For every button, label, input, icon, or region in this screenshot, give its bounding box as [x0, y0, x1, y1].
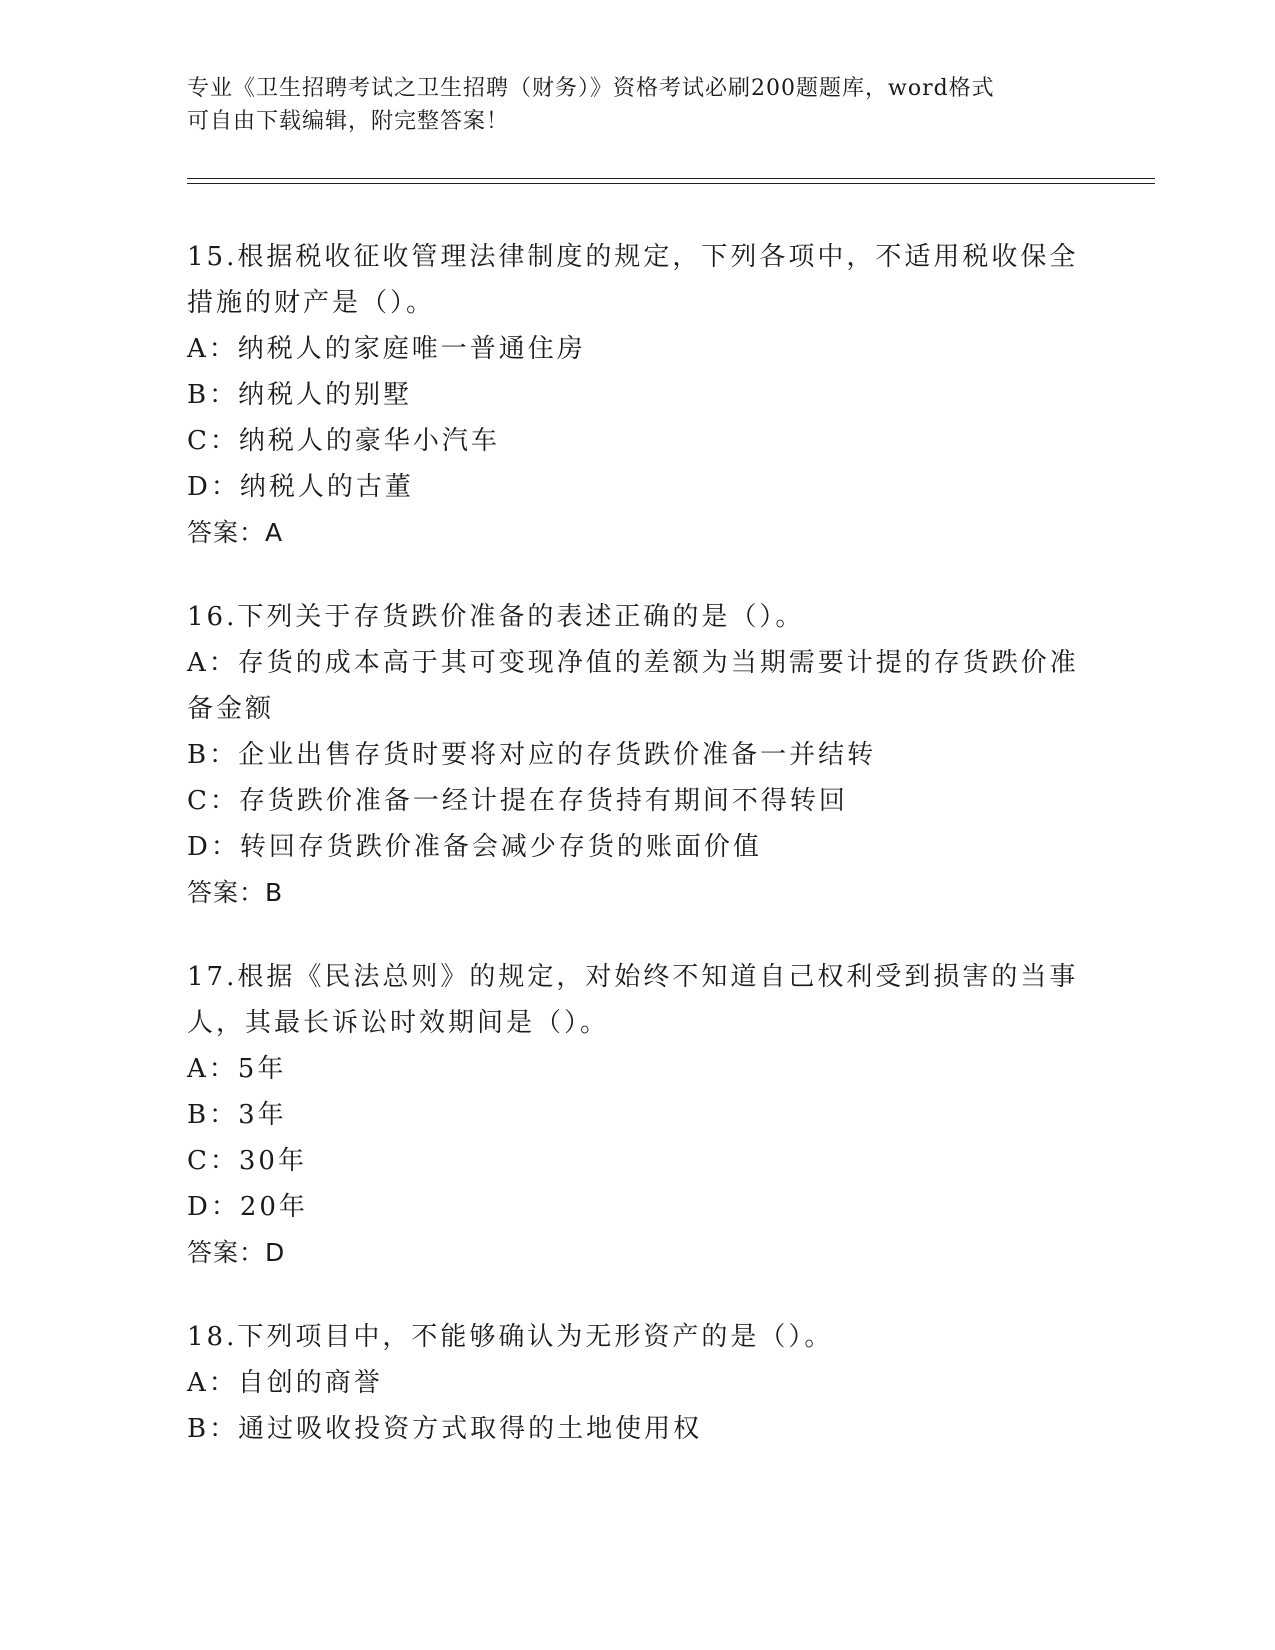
document-header	[187, 72, 1067, 138]
answer-label: 答案：	[187, 518, 266, 547]
question-17	[187, 954, 1087, 1276]
option-b: B：企业出售存货时要将对应的存货跌价准备一并结转	[187, 740, 877, 770]
answer-line	[187, 1230, 1087, 1276]
header-line-1: 专业《卫生招聘考试之卫生招聘（财务）》资格考试必刷200题题库，word格式	[187, 76, 995, 101]
question-15	[187, 234, 1087, 556]
option-d: D：纳税人的古董	[187, 472, 414, 502]
option-d: D：转回存货跌价准备会减少存货的账面价值	[187, 832, 762, 862]
answer-line	[187, 510, 1087, 556]
option-d: D：20年	[187, 1192, 308, 1222]
answer-label: 答案：	[187, 878, 266, 907]
question-text: 18.下列项目中，不能够确认为无形资产的是（）。	[187, 1322, 834, 1352]
question-18	[187, 1314, 1087, 1452]
header-divider-bottom	[187, 183, 1155, 184]
answer-value: A	[265, 518, 284, 547]
option-a: A：纳税人的家庭唯一普通住房	[187, 334, 586, 364]
option-c: C：30年	[187, 1146, 307, 1176]
answer-label: 答案：	[187, 1238, 266, 1267]
answer-value: D	[265, 1238, 286, 1267]
option-a: A：5年	[187, 1054, 287, 1084]
option-a: A：自创的商誉	[187, 1368, 383, 1398]
option-c: C：存货跌价准备一经计提在存货持有期间不得转回	[187, 786, 848, 816]
question-list	[187, 234, 1087, 1490]
option-b: B：通过吸收投资方式取得的土地使用权	[187, 1414, 703, 1444]
option-b: B：纳税人的别墅	[187, 380, 413, 410]
answer-line	[187, 870, 1087, 916]
question-text: 16.下列关于存货跌价准备的表述正确的是（）。	[187, 602, 805, 632]
question-text: 15.根据税收征收管理法律制度的规定，下列各项中，不适用税收保全措施的财产是（）。	[187, 242, 1079, 318]
question-text: 17.根据《民法总则》的规定，对始终不知道自己权利受到损害的当事人，其最长诉讼时效期间是（）。	[187, 962, 1079, 1038]
header-line-2: 可自由下载编辑，附完整答案！	[187, 109, 510, 134]
option-c: C：纳税人的豪华小汽车	[187, 426, 500, 456]
header-divider-top	[187, 178, 1155, 179]
option-a: A：存货的成本高于其可变现净值的差额为当期需要计提的存货跌价准备金额	[187, 648, 1079, 724]
question-16	[187, 594, 1087, 916]
option-b: B：3年	[187, 1100, 287, 1130]
answer-value: B	[265, 878, 284, 907]
